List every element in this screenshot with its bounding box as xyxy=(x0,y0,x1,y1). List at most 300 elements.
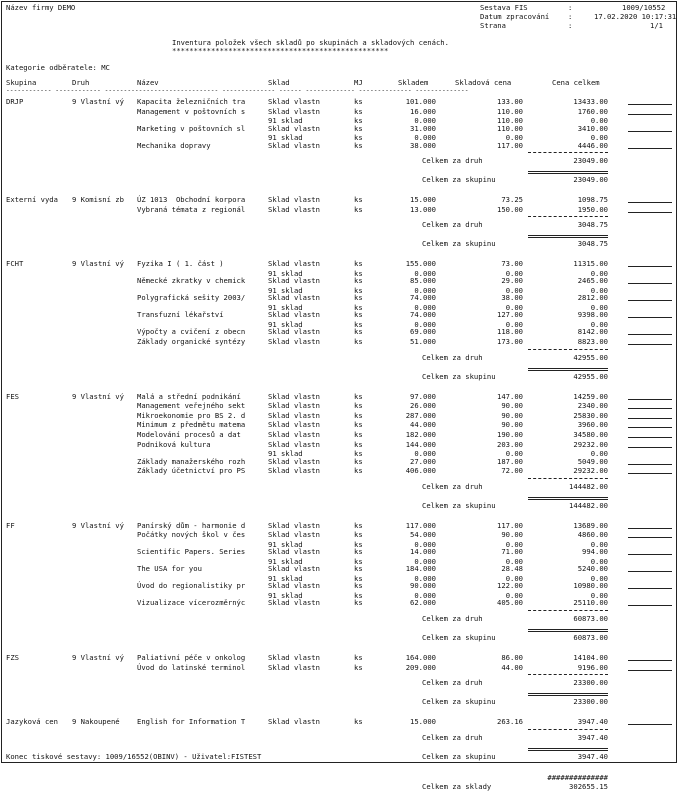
row-name: ÚZ 1013 Obchodní korpora xyxy=(137,195,246,205)
report-frame xyxy=(1,1,677,763)
page-label: Strana xyxy=(480,21,506,30)
sum-label-group: Celkem za skupinu xyxy=(422,697,496,707)
signature-line xyxy=(628,334,672,335)
row-total: 994.00 xyxy=(582,547,608,557)
row-qty: 74.000 xyxy=(410,310,436,320)
row-name: Mikroekonomie pro BS 2. d xyxy=(137,410,246,420)
row-price: 38.00 xyxy=(501,293,523,303)
row-name: Marketing v poštovních sl xyxy=(137,123,246,133)
row-qty: 85.000 xyxy=(410,276,436,286)
subtotal-rule xyxy=(528,610,608,611)
group-total-rule xyxy=(528,629,608,632)
row-store: Sklad vlastn xyxy=(268,310,320,320)
row-price: 190.00 xyxy=(497,430,523,439)
row-store: Sklad vlastn xyxy=(268,140,320,150)
row-total: 29232.00 xyxy=(573,439,608,449)
row-total: 5240.00 xyxy=(577,564,608,574)
row-qty: 182.000 xyxy=(405,430,436,439)
signature-line xyxy=(628,464,672,465)
row-name: Paliativní péče v onkolog xyxy=(137,653,246,662)
row-price: 0.00 xyxy=(505,303,523,312)
signature-line xyxy=(628,437,672,438)
row-name: Německé zkratky v chemick xyxy=(137,276,246,286)
row-qty: 101.000 xyxy=(405,97,436,106)
row-qty: 0.000 xyxy=(414,574,436,583)
signature-line xyxy=(628,537,672,538)
row-name: Základy účetnictví pro PS xyxy=(137,466,246,476)
row-name: Fyzika I ( 1. část ) xyxy=(137,259,224,269)
row-qty: 15.000 xyxy=(410,195,436,205)
group-total-rule xyxy=(528,171,608,174)
report-id-value: 1009/10552 xyxy=(622,3,666,12)
row-group: FES xyxy=(6,391,19,401)
signature-line xyxy=(628,283,672,284)
header-rule: ------------ ------------ ------------------------------ -------------- ------ ------------- -------------- -------------- xyxy=(6,87,469,94)
row-unit: ks xyxy=(354,106,363,116)
row-kind: 9 Vlastní vý xyxy=(72,259,124,269)
sum-label-kind: Celkem za druh xyxy=(422,732,483,742)
row-name: Kapacita železničních tra xyxy=(137,97,246,106)
sum-label-group: Celkem za skupinu xyxy=(422,751,496,761)
row-kind: 9 Vlastní vý xyxy=(72,653,124,662)
row-qty: 0.000 xyxy=(414,540,436,549)
row-qty: 38.000 xyxy=(410,140,436,150)
row-total: 3960.00 xyxy=(577,420,608,430)
row-price: 127.00 xyxy=(497,310,523,320)
title-underline: ************************************************** xyxy=(172,46,389,55)
row-unit: ks xyxy=(354,598,363,608)
row-price: 117.00 xyxy=(497,520,523,530)
row-qty: 0.000 xyxy=(414,116,436,126)
row-store: 91 sklad xyxy=(268,133,303,143)
row-price: 118.00 xyxy=(497,327,523,337)
row-name: Modelování procesů a dat xyxy=(137,430,241,439)
row-qty: 164.000 xyxy=(405,653,436,662)
row-store: Sklad vlastn xyxy=(268,456,320,466)
row-unit: ks xyxy=(354,410,363,420)
row-unit: ks xyxy=(354,456,363,466)
row-price: 0.00 xyxy=(505,540,523,549)
row-price: 0.00 xyxy=(505,591,523,600)
row-store: Sklad vlastn xyxy=(268,195,320,205)
row-total: 14259.00 xyxy=(573,391,608,401)
row-group: Jazyková cen xyxy=(6,717,58,727)
row-store: 91 sklad xyxy=(268,557,303,566)
signature-line xyxy=(628,571,672,572)
row-total: 8142.00 xyxy=(577,327,608,337)
row-total: 34580.00 xyxy=(573,430,608,439)
row-unit: ks xyxy=(354,717,363,727)
col-unit: MJ xyxy=(354,78,363,87)
sum-label-group: Celkem za skupinu xyxy=(422,633,496,642)
row-unit: ks xyxy=(354,391,363,401)
row-name: Mechanika dopravy xyxy=(137,140,211,150)
signature-line xyxy=(628,266,672,267)
row-total: 0.00 xyxy=(590,320,608,329)
row-price: 405.00 xyxy=(497,598,523,608)
row-unit: ks xyxy=(354,276,363,286)
row-name: Základy organické syntézy xyxy=(137,337,246,346)
row-qty: 69.000 xyxy=(410,327,436,337)
row-unit: ks xyxy=(354,116,363,126)
sum-label-group: Celkem za skupinu xyxy=(422,500,496,510)
row-unit: ks xyxy=(354,97,363,106)
row-store: 91 sklad xyxy=(268,449,303,459)
row-unit: ks xyxy=(354,195,363,205)
group-total-rule xyxy=(528,693,608,696)
sum-label-kind: Celkem za druh xyxy=(422,678,483,688)
row-unit: ks xyxy=(354,430,363,439)
col-name: Název xyxy=(137,78,159,87)
signature-line xyxy=(628,473,672,474)
row-total: 4860.00 xyxy=(577,530,608,540)
row-unit: ks xyxy=(354,449,363,459)
signature-line xyxy=(628,528,672,529)
row-store: 91 sklad xyxy=(268,574,303,583)
row-price: 147.00 xyxy=(497,391,523,401)
row-qty: 144.000 xyxy=(405,439,436,449)
row-price: 117.00 xyxy=(497,140,523,150)
row-store: Sklad vlastn xyxy=(268,97,320,106)
sum-value-kind: 60873.00 xyxy=(573,614,608,623)
row-name: Výpočty a cvičení z obecn xyxy=(137,327,246,337)
row-total: 1760.00 xyxy=(577,106,608,116)
row-price: 29.00 xyxy=(501,276,523,286)
row-price: 86.00 xyxy=(501,653,523,662)
row-store: 91 sklad xyxy=(268,116,303,126)
row-name: Úvod do latinské terminol xyxy=(137,662,246,672)
row-total: 3410.00 xyxy=(577,123,608,133)
row-unit: ks xyxy=(354,547,363,557)
row-name: Minimum z předmětu matema xyxy=(137,420,246,430)
sum-value-store: 302655.15 xyxy=(569,781,608,791)
row-name: Management veřejného sekt xyxy=(137,401,246,411)
row-price: 0.00 xyxy=(505,269,523,278)
row-total: 1098.75 xyxy=(577,195,608,205)
row-price: 90.00 xyxy=(501,420,523,430)
row-store: Sklad vlastn xyxy=(268,466,320,476)
row-name: Úvod do regionalistiky pr xyxy=(137,581,246,591)
row-qty: 287.000 xyxy=(405,410,436,420)
sum-value-group: 60873.00 xyxy=(573,633,608,642)
row-store: Sklad vlastn xyxy=(268,530,320,540)
row-price: 0.00 xyxy=(505,286,523,295)
signature-line xyxy=(628,588,672,589)
sum-value-group: 3048.75 xyxy=(577,239,608,249)
row-qty: 0.000 xyxy=(414,591,436,600)
sum-label-kind: Celkem za druh xyxy=(422,614,483,623)
row-store: 91 sklad xyxy=(268,540,303,549)
row-group: DRJP xyxy=(6,97,24,106)
page-value: 1/1 xyxy=(650,21,663,30)
row-name: Transfuzní lékařství xyxy=(137,310,224,320)
row-total: 29232.00 xyxy=(573,466,608,476)
row-qty: 62.000 xyxy=(410,598,436,608)
row-total: 2340.00 xyxy=(577,401,608,411)
row-name: Management v poštovních s xyxy=(137,106,246,116)
row-price: 133.00 xyxy=(497,97,523,106)
col-kind: Druh xyxy=(72,78,90,87)
row-price: 110.00 xyxy=(497,106,523,116)
signature-line xyxy=(628,212,672,213)
row-price: 0.00 xyxy=(505,574,523,583)
signature-line xyxy=(628,670,672,671)
row-store: Sklad vlastn xyxy=(268,276,320,286)
row-name: Panírský dům - harmonie d xyxy=(137,520,246,530)
row-name: Vybraná témata z regionál xyxy=(137,204,246,214)
report-id-label: Sestava FIS xyxy=(480,3,528,12)
row-unit: ks xyxy=(354,337,363,346)
row-total: 3947.40 xyxy=(577,717,608,727)
row-store: 91 sklad xyxy=(268,286,303,295)
row-qty: 27.000 xyxy=(410,456,436,466)
row-store: Sklad vlastn xyxy=(268,547,320,557)
sum-value-kind: 42955.00 xyxy=(573,352,608,362)
row-store: Sklad vlastn xyxy=(268,717,320,727)
signature-line xyxy=(628,724,672,725)
row-name: Počátky nových škol v čes xyxy=(137,530,246,540)
subtotal-rule xyxy=(528,152,608,153)
row-store: 91 sklad xyxy=(268,320,303,329)
report-footer: Konec tiskové sestavy: 1009/16552(OBINV) - Uživatel:FISTEST xyxy=(6,752,262,761)
row-store: Sklad vlastn xyxy=(268,439,320,449)
row-unit: ks xyxy=(354,564,363,574)
date-value: 17.02.2020 10:17:31 xyxy=(594,12,677,21)
row-name: Scientific Papers. Series xyxy=(137,547,246,557)
row-total: 10980.00 xyxy=(573,581,608,591)
row-kind: 9 Vlastní vý xyxy=(72,520,124,530)
signature-line xyxy=(628,317,672,318)
sum-label-group: Celkem za skupinu xyxy=(422,239,496,249)
row-kind: 9 Vlastní vý xyxy=(72,391,124,401)
row-price: 90.00 xyxy=(501,401,523,411)
row-total: 11315.00 xyxy=(573,259,608,269)
row-store: Sklad vlastn xyxy=(268,259,320,269)
row-unit: ks xyxy=(354,439,363,449)
col-group: Skupina xyxy=(6,78,37,87)
signature-line xyxy=(628,104,672,105)
row-store: Sklad vlastn xyxy=(268,391,320,401)
row-store: Sklad vlastn xyxy=(268,598,320,608)
sum-label-kind: Celkem za druh xyxy=(422,481,483,491)
sum-value-kind: 3947.40 xyxy=(577,732,608,742)
row-unit: ks xyxy=(354,653,363,662)
sum-label-group: Celkem za skupinu xyxy=(422,371,496,381)
row-store: Sklad vlastn xyxy=(268,653,320,662)
row-unit: ks xyxy=(354,574,363,583)
row-price: 73.25 xyxy=(501,195,523,205)
row-price: 0.00 xyxy=(505,557,523,566)
row-total: 9196.00 xyxy=(577,662,608,672)
row-unit: ks xyxy=(354,320,363,329)
row-unit: ks xyxy=(354,310,363,320)
row-unit: ks xyxy=(354,420,363,430)
row-unit: ks xyxy=(354,269,363,278)
sum-label-store: Celkem za sklady xyxy=(422,781,492,791)
row-qty: 54.000 xyxy=(410,530,436,540)
row-qty: 0.000 xyxy=(414,303,436,312)
row-unit: ks xyxy=(354,204,363,214)
row-store: 91 sklad xyxy=(268,269,303,278)
row-store: 91 sklad xyxy=(268,591,303,600)
row-qty: 15.000 xyxy=(410,717,436,727)
subtotal-rule xyxy=(528,216,608,217)
signature-line xyxy=(628,399,672,400)
sum-label-kind: Celkem za druh xyxy=(422,352,483,362)
row-qty: 31.000 xyxy=(410,123,436,133)
signature-line xyxy=(628,408,672,409)
row-name: English for Information T xyxy=(137,717,246,727)
row-price: 110.00 xyxy=(497,123,523,133)
signature-line xyxy=(628,300,672,301)
row-price: 122.00 xyxy=(497,581,523,591)
signature-line xyxy=(628,447,672,448)
row-unit: ks xyxy=(354,557,363,566)
row-store: Sklad vlastn xyxy=(268,337,320,346)
row-total: 4446.00 xyxy=(577,140,608,150)
row-price: 28.48 xyxy=(501,564,523,574)
row-price: 90.00 xyxy=(501,410,523,420)
row-kind: 9 Vlastní vý xyxy=(72,97,124,106)
col-qty: Skladem xyxy=(398,78,429,87)
row-store: Sklad vlastn xyxy=(268,106,320,116)
signature-line xyxy=(628,202,672,203)
row-store: Sklad vlastn xyxy=(268,564,320,574)
sum-value-group: 144482.00 xyxy=(569,500,608,510)
total-hash-rule: ############## xyxy=(547,772,608,782)
row-price: 0.00 xyxy=(505,449,523,459)
row-kind: 9 Nakoupené xyxy=(72,717,120,727)
report-title: Inventura položek všech skladů po skupinách a skladových cenách. xyxy=(172,38,449,47)
row-store: Sklad vlastn xyxy=(268,581,320,591)
row-store: Sklad vlastn xyxy=(268,293,320,303)
row-total: 13689.00 xyxy=(573,520,608,530)
row-total: 0.00 xyxy=(590,269,608,278)
row-price: 150.00 xyxy=(497,204,523,214)
row-unit: ks xyxy=(354,466,363,476)
subtotal-rule xyxy=(528,478,608,479)
row-qty: 0.000 xyxy=(414,449,436,459)
row-qty: 51.000 xyxy=(410,337,436,346)
row-qty: 0.000 xyxy=(414,133,436,143)
row-store: Sklad vlastn xyxy=(268,430,320,439)
row-store: Sklad vlastn xyxy=(268,420,320,430)
row-total: 0.00 xyxy=(590,303,608,312)
row-total: 25110.00 xyxy=(573,598,608,608)
col-total: Cena celkem xyxy=(552,78,600,87)
sum-value-group: 42955.00 xyxy=(573,371,608,381)
sum-value-group: 3947.40 xyxy=(577,751,608,761)
row-total: 2812.00 xyxy=(577,293,608,303)
row-qty: 13.000 xyxy=(410,204,436,214)
row-name: The USA for you xyxy=(137,564,202,574)
row-unit: ks xyxy=(354,540,363,549)
row-price: 110.00 xyxy=(497,116,523,126)
row-store: Sklad vlastn xyxy=(268,662,320,672)
row-group: FF xyxy=(6,520,15,530)
row-total: 0.00 xyxy=(590,591,608,600)
sum-value-kind: 23300.00 xyxy=(573,678,608,688)
row-qty: 44.000 xyxy=(410,420,436,430)
row-price: 203.00 xyxy=(497,439,523,449)
signature-line xyxy=(628,418,672,419)
row-unit: ks xyxy=(354,123,363,133)
signature-line xyxy=(628,131,672,132)
row-qty: 90.000 xyxy=(410,581,436,591)
row-name: Základy manažerského rozh xyxy=(137,456,246,466)
row-qty: 406.000 xyxy=(405,466,436,476)
customer-category: Kategorie odběratele: MC xyxy=(6,63,110,72)
sum-label-kind: Celkem za druh xyxy=(422,220,483,230)
row-qty: 16.000 xyxy=(410,106,436,116)
sum-value-kind: 23049.00 xyxy=(573,156,608,166)
row-unit: ks xyxy=(354,293,363,303)
row-store: Sklad vlastn xyxy=(268,410,320,420)
row-total: 0.00 xyxy=(590,557,608,566)
row-qty: 97.000 xyxy=(410,391,436,401)
row-unit: ks xyxy=(354,259,363,269)
row-qty: 0.000 xyxy=(414,269,436,278)
row-unit: ks xyxy=(354,303,363,312)
sum-value-kind: 144482.00 xyxy=(569,481,608,491)
group-total-rule xyxy=(528,235,608,238)
signature-line xyxy=(628,605,672,606)
sum-label-kind: Celkem za druh xyxy=(422,156,483,166)
row-unit: ks xyxy=(354,662,363,672)
row-total: 0.00 xyxy=(590,449,608,459)
row-qty: 209.000 xyxy=(405,662,436,672)
row-unit: ks xyxy=(354,140,363,150)
row-name: Podniková kultura xyxy=(137,439,211,449)
row-total: 13433.00 xyxy=(573,97,608,106)
row-price: 187.00 xyxy=(497,456,523,466)
group-total-rule xyxy=(528,368,608,371)
row-total: 0.00 xyxy=(590,574,608,583)
sum-value-kind: 3048.75 xyxy=(577,220,608,230)
row-unit: ks xyxy=(354,581,363,591)
row-store: 91 sklad xyxy=(268,303,303,312)
row-group: Externí vyda xyxy=(6,195,58,205)
row-qty: 184.000 xyxy=(405,564,436,574)
sum-value-group: 23300.00 xyxy=(573,697,608,707)
row-total: 9398.00 xyxy=(577,310,608,320)
row-store: Sklad vlastn xyxy=(268,327,320,337)
row-total: 0.00 xyxy=(590,133,608,143)
row-store: Sklad vlastn xyxy=(268,204,320,214)
row-unit: ks xyxy=(354,591,363,600)
subtotal-rule xyxy=(528,729,608,730)
group-total-rule xyxy=(528,748,608,751)
row-store: Sklad vlastn xyxy=(268,123,320,133)
row-total: 14104.00 xyxy=(573,653,608,662)
row-price: 0.00 xyxy=(505,133,523,143)
row-price: 72.00 xyxy=(501,466,523,476)
row-price: 73.00 xyxy=(501,259,523,269)
row-price: 44.00 xyxy=(501,662,523,672)
row-name: Polygrafická sešity 2003/ xyxy=(137,293,246,303)
row-unit: ks xyxy=(354,286,363,295)
col-price: Skladová cena xyxy=(455,78,512,87)
row-total: 8823.00 xyxy=(577,337,608,346)
row-unit: ks xyxy=(354,133,363,143)
row-unit: ks xyxy=(354,530,363,540)
signature-line xyxy=(628,660,672,661)
company-name: Název firmy DEMO xyxy=(6,3,76,12)
row-kind: 9 Komisní zb xyxy=(72,195,124,205)
row-total: 1950.00 xyxy=(577,204,608,214)
row-qty: 0.000 xyxy=(414,557,436,566)
row-name: Vizualizace vícerozměrnýc xyxy=(137,598,246,608)
